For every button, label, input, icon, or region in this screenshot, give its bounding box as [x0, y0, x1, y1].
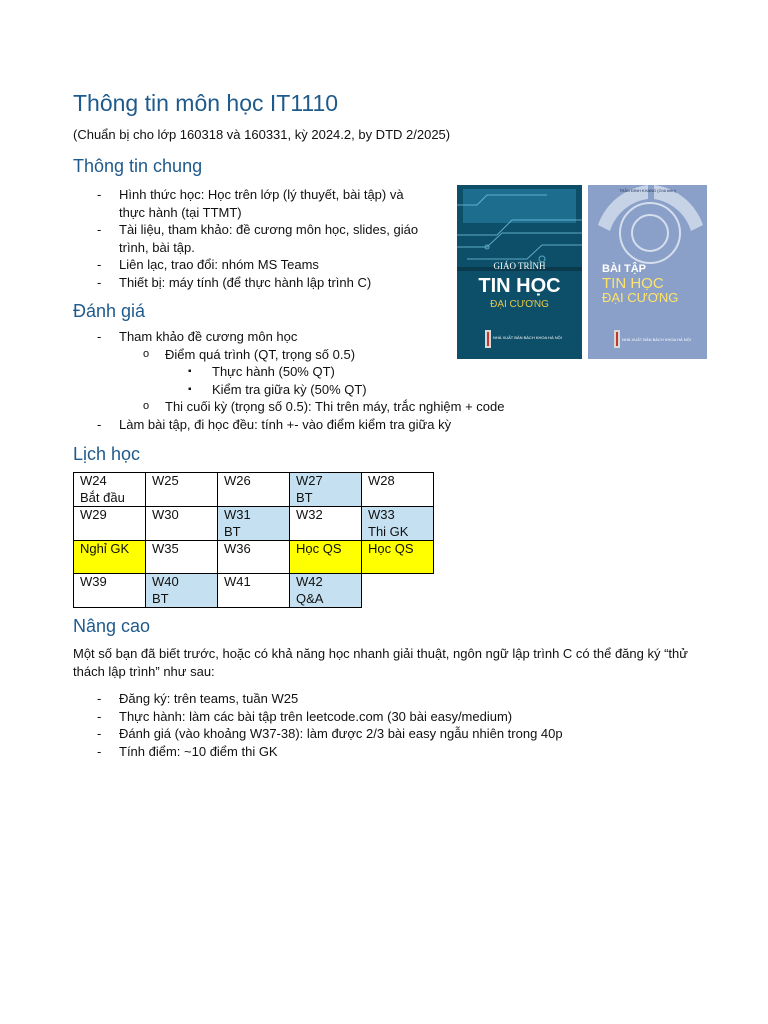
table-cell-highlighted: Học QS — [290, 541, 362, 574]
list-item: - Tài liệu, tham khảo: đề cương môn học, slides, giáo — [97, 222, 419, 237]
circle-marker: o — [143, 347, 150, 360]
table-row — [74, 473, 434, 507]
advanced-list — [73, 690, 693, 760]
list-item: - Thực hành: làm các bài tập trên leetcode.com (30 bài easy/medium) — [97, 708, 513, 724]
table-cell: W26 — [218, 473, 290, 507]
general-info-list — [73, 186, 473, 291]
dash-marker: - — [97, 743, 102, 759]
advanced-intro: Một số bạn đã biết trước, hoặc có khả năng học nhanh giải thuật, ngôn ngữ lập trình C có thể đăng ký “thử thách lập trình” như sau: — [73, 646, 688, 679]
table-cell: W29 — [74, 507, 146, 541]
list-item: - Đăng ký: trên teams, tuần W25 — [97, 691, 299, 706]
table-cell: W30 — [146, 507, 218, 541]
book2-authors: TRẦN ĐÌNH KHANG (Chủ biên) — [619, 188, 676, 193]
list-item: - Thiết bị: máy tính (để thực hành lập trình C) — [97, 274, 372, 290]
dash-marker: - — [97, 708, 102, 724]
schedule-table — [73, 472, 434, 608]
dash-marker: - — [97, 222, 102, 237]
table-row — [74, 574, 434, 608]
list-item: ▪ Thực hành (50% QT) — [188, 364, 335, 379]
dash-marker: - — [97, 274, 102, 290]
book2-title-line1: TIN HỌC — [602, 275, 664, 292]
table-cell-highlighted: Học QS — [362, 541, 434, 574]
list-item: - Tính điểm: ~10 điểm thi GK — [97, 743, 278, 759]
dash-marker: - — [97, 329, 102, 344]
table-cell: W41 — [218, 574, 290, 608]
table-cell: W39 — [74, 574, 146, 608]
list-item: o Thi cuối kỳ (trọng số 0.5): Thi trên máy, trắc nghiệm + code — [143, 399, 505, 414]
table-cell: W28 — [362, 473, 434, 507]
list-item: - Đánh giá (vào khoảng W37-38): làm được 2/3 bài easy ngẫu nhiên trong 40p — [97, 726, 563, 741]
table-cell-highlighted: W27 BT — [290, 473, 362, 507]
book2-title-line2: ĐẠI CƯƠNG — [602, 290, 679, 305]
section-heading-general: Thông tin chung — [73, 156, 203, 176]
assessment-list — [73, 328, 693, 433]
table-cell-highlighted: W31 BT — [218, 507, 290, 541]
dash-marker: - — [97, 726, 102, 741]
table-cell-highlighted: Nghỉ GK — [74, 541, 146, 574]
table-row — [74, 507, 434, 541]
table-cell-empty — [362, 574, 434, 608]
dash-marker: - — [97, 187, 102, 202]
book1-title-line1: TIN HỌC — [478, 275, 561, 297]
dash-marker: - — [97, 257, 102, 272]
dash-marker: - — [97, 416, 102, 432]
table-cell-highlighted: W42 Q&A — [290, 574, 362, 608]
table-cell: W36 — [218, 541, 290, 574]
book2-publisher: NHÀ XUẤT BẢN BÁCH KHOA HÀ NỘI — [622, 337, 691, 342]
book1-publisher: NHÀ XUẤT BẢN BÁCH KHOA HÀ NỘI — [493, 335, 562, 340]
section-heading-schedule: Lịch học — [73, 444, 141, 464]
dash-marker: - — [97, 691, 102, 706]
list-item-continuation: thực hành (tại TTMT) — [119, 204, 242, 220]
table-cell: W35 — [146, 541, 218, 574]
list-item: - Làm bài tập, đi học đều: tính +- vào điểm kiểm tra giữa kỳ — [97, 416, 452, 432]
table-cell-highlighted: W33 Thi GK — [362, 507, 434, 541]
list-item: o Điểm quá trình (QT, trọng số 0.5) — [143, 346, 356, 362]
list-item: ▪ Kiểm tra giữa kỳ (50% QT) — [188, 381, 367, 397]
list-item: - Liên lạc, trao đổi: nhóm MS Teams — [97, 257, 319, 272]
document-title: Thông tin môn học IT1110 — [73, 90, 339, 116]
book1-title-line2: ĐẠI CƯƠNG — [490, 299, 549, 310]
circle-marker: o — [143, 400, 150, 412]
table-row — [74, 541, 434, 574]
section-heading-advanced: Nâng cao — [73, 616, 151, 636]
section-heading-assessment: Đánh giá — [73, 301, 146, 321]
book1-label: GIÁO TRÌNH — [493, 261, 546, 271]
square-marker: ▪ — [188, 366, 192, 377]
square-marker: ▪ — [188, 383, 192, 395]
list-item: - Tham khảo đề cương môn học — [97, 329, 298, 344]
list-item-continuation: trình, bài tập. — [119, 239, 195, 255]
document-subtitle: (Chuẩn bị cho lớp 160318 và 160331, kỳ 2024.2, by DTD 2/2025) — [73, 127, 451, 142]
table-cell: W25 — [146, 473, 218, 507]
book2-label: BÀI TẬP — [602, 263, 646, 275]
list-item: - Hình thức học: Học trên lớp (lý thuyết, bài tập) và — [97, 187, 404, 202]
table-cell: W32 — [290, 507, 362, 541]
table-cell-highlighted: W40 BT — [146, 574, 218, 608]
table-cell: W24 Bắt đầu — [74, 473, 146, 507]
